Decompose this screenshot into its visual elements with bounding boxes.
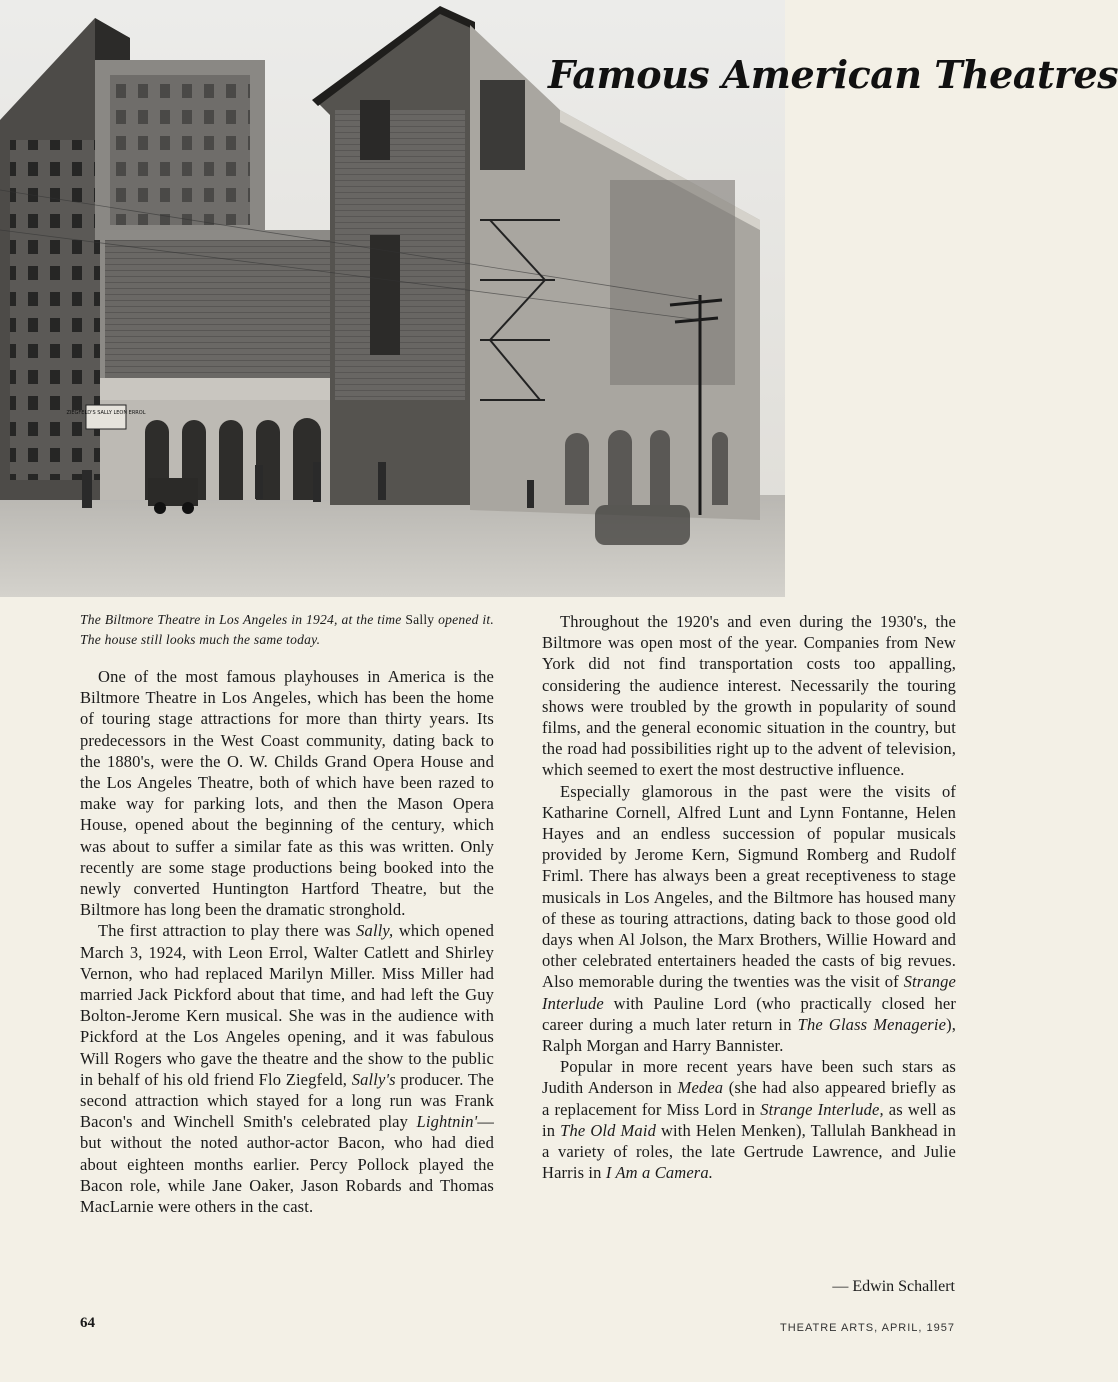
vintage-car	[148, 478, 198, 506]
paragraph-4: Especially glamorous in the past were the visits of Katharine Cornell, Alfred Lunt and Lynn Fontanne, Helen Hayes and an endless succession of popular musicals provided by Jerome Kern, Sigmund Romberg and Rudolf Friml. There has always been a great receptiveness to stage musicals in Los Angeles, and the Biltmore has housed many of these as touring attractions, dating back to those good old days when Al Jolson, the Marx Brothers, Willie Howard and other celebrated entertainers headed the casts of big revues. Also memorable during the twenties was the visit of Strange Interlude with Pauline Lord (who practically closed her career during a much later return in The Glass Menagerie), Ralph Morgan and Harry Bannister.	[542, 781, 956, 1056]
author-signature: — Edwin Schallert	[832, 1278, 955, 1295]
paragraph-1: One of the most famous playhouses in America is the Biltmore Theatre in Los Angeles, which has been the home of touring stage attractions for more than thirty years. Its predecessors in the West Coast community, dating back to the 1880's, were the O. W. Childs Grand Opera House and the Los Angeles Theatre, both of which have been razed to make way for parking lots, and then the Mason Opera House, opened about the beginning of the century, which was about to suffer a similar fate as this was written. Only recently are some stage productions being booked into the newly converted Huntington Hartford Theatre, but the Biltmore has long been the dramatic stronghold.	[80, 667, 494, 920]
marquee-sign: ZIEGFELD'S SALLY LEON ERROL	[66, 410, 146, 416]
photo-caption: The Biltmore Theatre in Los Angeles in 1924, at the time Sally opened it. The house still looks much the same today.	[80, 612, 494, 647]
page-number: 64	[80, 1315, 95, 1331]
paragraph-3: Throughout the 1920's and even during the 1930's, the Biltmore was open most of the year. Companies from New York did not find transportation costs too appalling, considering the audience interest. Necessarily the touring shows were troubled by the growth in popularity of sound films, and the general economic situation in the country, but the road had possibilities right up to the advent of television, which seemed to exert the most destructive influence.	[542, 612, 956, 780]
page-title: Famous American Theatres	[548, 52, 1118, 97]
paragraph-5: Popular in more recent years have been such stars as Judith Anderson in Medea (she had also appeared briefly as a replacement for Miss Lord in Strange Interlude, as well as in The Old Maid with Helen Menken), Tallulah Bankhead in a variety of roles, the late Gertrude Lawrence, and Julie Harris in I Am a Camera.	[542, 1057, 956, 1183]
article-column-left	[80, 666, 494, 1217]
running-footer: THEATRE ARTS, APRIL, 1957	[780, 1322, 955, 1334]
blurred-car	[595, 505, 690, 545]
paragraph-2: The first attraction to play there was Sally, which opened March 3, 1924, with Leon Errol, Walter Catlett and Shirley Vernon, who had replaced Marilyn Miller. Miss Miller had married Jack Pickford about that time, and had left the Guy Bolton-Jerome Kern musical. She was in the audience with Pickford at the Los Angeles opening, and it was fabulous Will Rogers who gave the theatre and the show to the public in behalf of his old friend Flo Ziegfeld, Sally's producer. The second attraction which stayed for a long run was Frank Bacon's and Winchell Smith's celebrated play Lightnin'— but without the noted author-actor Bacon, who had died about eighteen months earlier. Percy Pollock played the Bacon role, while Jane Oaker, Jason Robards and Thomas MacLarnie were others in the cast.	[80, 921, 495, 1217]
article-column-right	[542, 611, 956, 1183]
